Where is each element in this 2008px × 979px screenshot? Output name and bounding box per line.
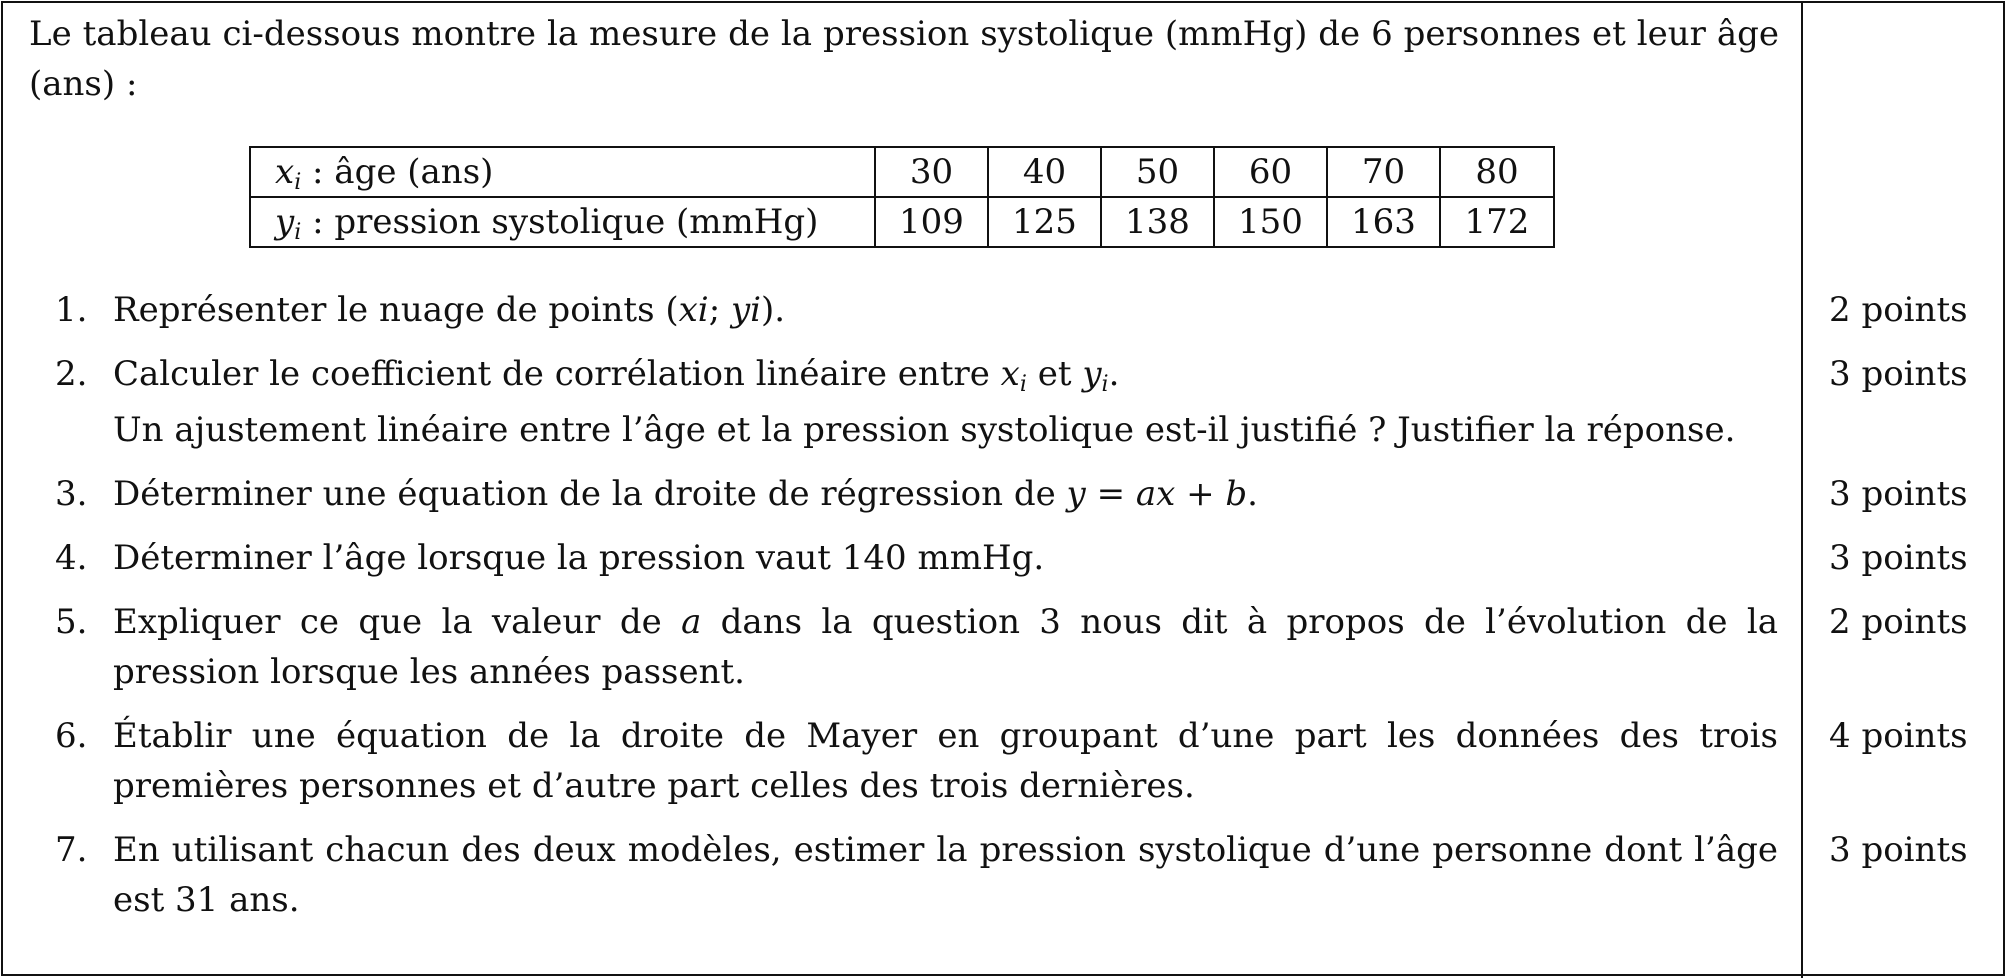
question-number: 4. xyxy=(55,538,88,578)
question-number: 7. xyxy=(55,830,88,870)
row-header-pressure xyxy=(250,197,875,247)
table-row-pressure xyxy=(250,197,1554,247)
row-label: : âge (ans) xyxy=(301,152,494,192)
question-line-1 xyxy=(113,349,1778,399)
row-label: : pression systolique (mmHg) xyxy=(301,202,819,242)
question-text: Déterminer l’âge lorsque la pression vaut 140 mmHg. xyxy=(113,538,1045,578)
math-yi: yi xyxy=(730,290,762,330)
question-number: 6. xyxy=(55,716,88,756)
question-number: 1. xyxy=(55,290,88,330)
question-line-2: Un ajustement linéaire entre l’âge et la pression systolique est-il justifié ? Justifier la réponse. xyxy=(113,410,1736,450)
question-text xyxy=(113,285,1778,335)
text-part: dans la question 3 nous dit à propos de l’évolution de la pression lorsque les années passent. xyxy=(113,602,1778,692)
table-cell: 163 xyxy=(1327,197,1440,247)
table-cell: 150 xyxy=(1214,197,1327,247)
intro-text: Le tableau ci-dessous montre la mesure de la pression systolique (mmHg) de 6 personnes et leur âge (ans) : xyxy=(29,14,1779,104)
sub-i: i xyxy=(294,220,302,245)
table-cell: 40 xyxy=(988,147,1101,197)
math-a: a xyxy=(681,602,702,642)
table-cell: 80 xyxy=(1440,147,1554,197)
math-xi: xi xyxy=(678,290,709,330)
data-table xyxy=(249,146,1555,248)
table-cell: 109 xyxy=(875,197,988,247)
question-text xyxy=(113,469,1778,519)
question-text xyxy=(113,597,1778,697)
question-points: 3 points xyxy=(1829,474,1968,514)
sub-i: i xyxy=(1101,372,1109,397)
text-part: . xyxy=(1247,474,1258,514)
question-points: 4 points xyxy=(1829,716,1968,756)
question-number: 5. xyxy=(55,602,88,642)
text-part: Expliquer ce que la valeur de xyxy=(113,602,682,642)
var-x: x xyxy=(275,152,295,192)
table-row-age xyxy=(250,147,1554,197)
sub-i: i xyxy=(1019,372,1027,397)
text-part: et xyxy=(1026,354,1083,394)
table-cell: 125 xyxy=(988,197,1101,247)
math-x: x xyxy=(1000,354,1020,394)
text-part: Calculer le coefficient de corrélation linéaire entre xyxy=(113,354,1001,394)
question-points: 3 points xyxy=(1829,354,1968,394)
row-header-age xyxy=(250,147,875,197)
sub-i: i xyxy=(294,170,302,195)
table-cell: 138 xyxy=(1101,197,1214,247)
table-cell: 30 xyxy=(875,147,988,197)
text-part: ; xyxy=(708,290,731,330)
question-number: 3. xyxy=(55,474,88,514)
table-cell: 50 xyxy=(1101,147,1214,197)
question-points: 2 points xyxy=(1829,290,1968,330)
question-text xyxy=(113,349,1778,455)
question-points: 2 points xyxy=(1829,602,1968,642)
question-points: 3 points xyxy=(1829,830,1968,870)
table-cell: 60 xyxy=(1214,147,1327,197)
table-cell: 70 xyxy=(1327,147,1440,197)
points-column-divider xyxy=(1801,3,1803,978)
exercise-frame xyxy=(1,1,2005,976)
question-text: En utilisant chacun des deux modèles, estimer la pression systolique d’une personne dont l’âge est 31 ans. xyxy=(113,830,1778,920)
math-equation: y = ax + b xyxy=(1066,474,1248,514)
text-part: Représenter le nuage de points ( xyxy=(113,290,679,330)
question-text: Établir une équation de la droite de Mayer en groupant d’une part les données des trois premières personnes et d’autre part celles des trois dernières. xyxy=(113,716,1778,806)
var-y: y xyxy=(275,202,295,242)
text-part: ). xyxy=(761,290,786,330)
text-part: Déterminer une équation de la droite de régression de xyxy=(113,474,1067,514)
math-y: y xyxy=(1082,354,1102,394)
question-number: 2. xyxy=(55,354,88,394)
question-points: 3 points xyxy=(1829,538,1968,578)
text-part: . xyxy=(1108,354,1120,394)
table-cell: 172 xyxy=(1440,197,1554,247)
